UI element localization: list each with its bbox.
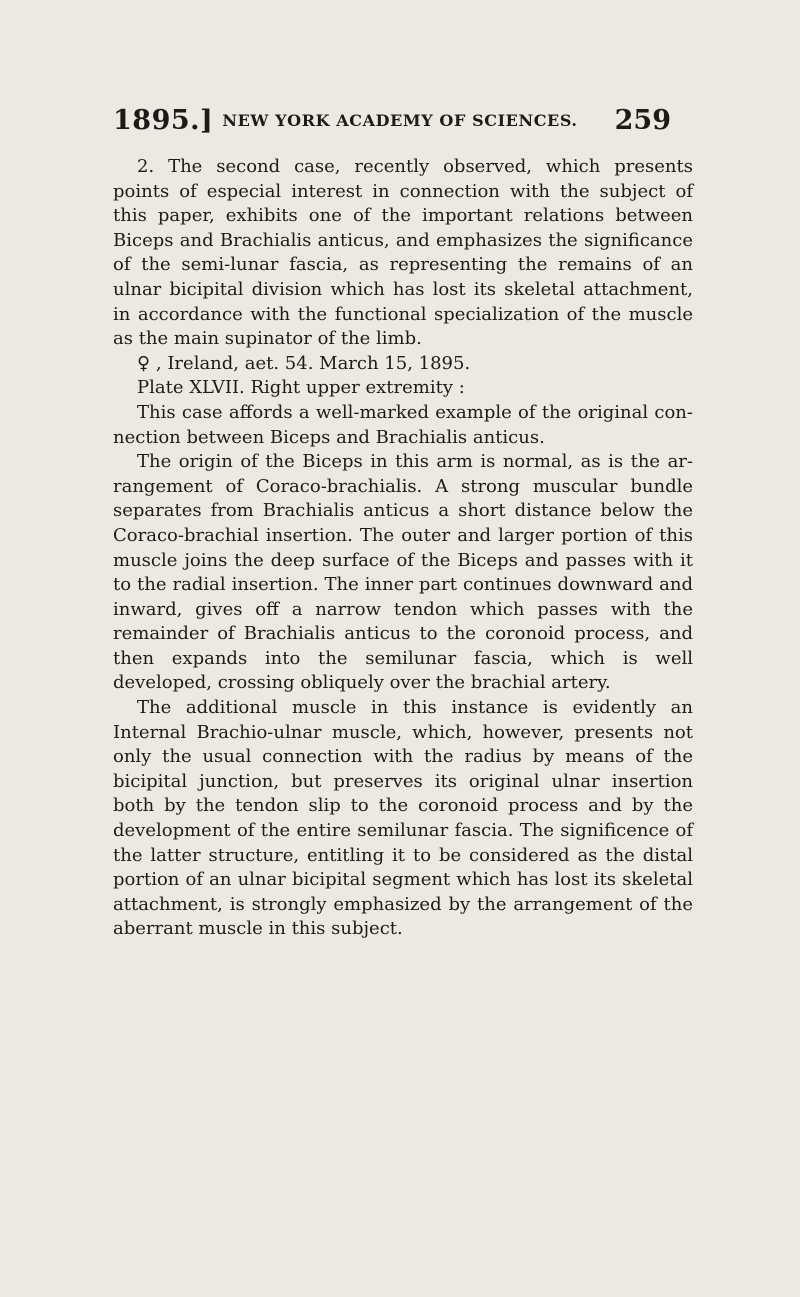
- page-number: 259: [614, 105, 671, 136]
- paragraph-additional-muscle: The additional muscle in this instance is evidently an Internal Brachio-ulnar muscle, which, however, presents not only the usual connection with the radius by means of the bicipital junction, but preserves its original ulnar insertion both by the tendon slip to the coronoid process and by the development of the entire semilunar fascia. The significence of the latter structure, entitling it to be considered as the distal portion of an ulnar bicipital segment which has lost its skeletal attachment, is strongly emphasized by the arrangement of the aberrant muscle in this subject.: [113, 697, 693, 940]
- case-subject-line: ♀ , Ireland, aet. 54. March 15, 1895.: [137, 352, 471, 374]
- paragraph-case-summary: This case affords a well-marked example of the original con-nection between Biceps and Brachialis anticus.: [113, 401, 693, 448]
- paragraph-origin: The origin of the Biceps in this arm is normal, as is the ar-rangement of Coraco-brachialis. A strong muscular bundle separates from Brachialis anticus a short distance below the Coraco-brachial insertion. The outer and larger portion of this muscle joins the deep surface of the Biceps and passes with it to the radial insertion. The inner part continues downward and inward, gives off a narrow tendon which passes with the remainder of Brachialis anticus to the coronoid process, and then expands into the semilunar fascia, which is well developed, crossing obliquely over the brachial artery.: [113, 451, 693, 694]
- article-body: [113, 155, 693, 942]
- header-title: NEW YORK ACADEMY OF SCIENCES.: [222, 111, 578, 130]
- plate-reference-line: Plate XLVII. Right upper extremity :: [137, 377, 465, 399]
- running-header: [0, 105, 800, 141]
- header-year: 1895.]: [113, 105, 214, 136]
- paragraph-second-case: 2. The second case, recently observed, which presents points of especial interest in connection with the subject of this paper, exhibits one of the important relations between Biceps and Brachialis anticus, and emphasizes the significance of the semi-lunar fascia, as representing the remains of an ulnar bicipital division which has lost its skeletal attachment, in accordance with the functional specialization of the muscle as the main supinator of the limb.: [113, 156, 693, 350]
